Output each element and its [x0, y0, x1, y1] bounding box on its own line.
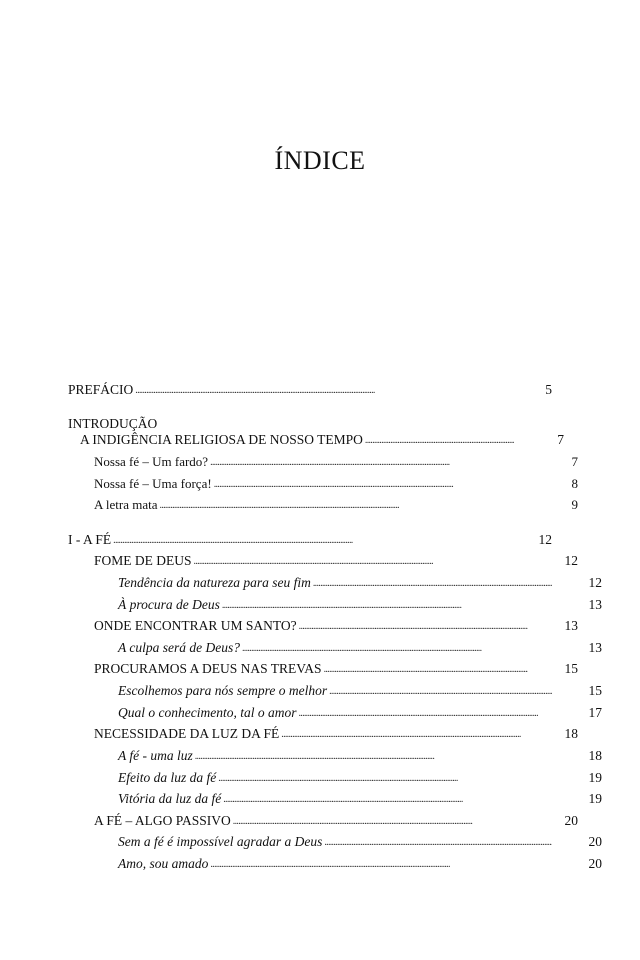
dot-leader — [160, 499, 528, 513]
toc-entry[interactable] — [68, 701, 602, 721]
toc-entry[interactable] — [68, 809, 578, 829]
toc-entry-chapter-1[interactable] — [68, 528, 552, 548]
toc-entry-page: 18 — [564, 726, 578, 741]
dot-leader — [210, 456, 528, 470]
toc-entry-label: NECESSIDADE DA LUZ DA FÉ — [94, 726, 280, 741]
dot-leader — [223, 793, 552, 807]
toc-entry-label: Escolhemos para nós sempre o melhor — [118, 683, 328, 698]
toc-entry[interactable] — [68, 852, 602, 872]
dot-leader — [218, 772, 552, 786]
toc-section-introducao: INTRODUÇÃO — [68, 416, 158, 431]
toc-entry-page: 12 — [538, 532, 552, 547]
toc-entry-page: 5 — [545, 382, 552, 397]
toc-entry[interactable] — [68, 657, 578, 677]
toc-entry-page: 8 — [571, 476, 578, 491]
toc-entry-page: 12 — [564, 553, 578, 568]
dot-leader — [365, 434, 514, 448]
dot-leader — [298, 707, 552, 721]
dot-leader — [214, 478, 528, 492]
page-title: ÍNDICE — [274, 146, 366, 175]
toc-entry[interactable] — [68, 428, 564, 448]
toc-entry-label: A letra mata — [94, 497, 158, 512]
toc-entry-label: FOME DE DEUS — [94, 553, 192, 568]
toc-entry-label: Efeito da luz da fé — [118, 770, 217, 785]
toc-entry-label: A fé - uma luz — [118, 748, 193, 763]
toc-entry-page: 7 — [571, 454, 578, 469]
toc-entry-page: 19 — [588, 791, 602, 806]
toc-entry-page: 9 — [571, 497, 578, 512]
toc-entry-label: A culpa será de Deus? — [118, 640, 240, 655]
dot-leader — [313, 577, 552, 591]
dot-leader — [324, 663, 528, 677]
dot-leader — [281, 728, 528, 742]
toc-entry-page: 20 — [564, 813, 578, 828]
toc-entry[interactable] — [68, 679, 602, 699]
toc-entry-page: 18 — [588, 748, 602, 763]
toc-entry-label: Qual o conhecimento, tal o amor — [118, 705, 297, 720]
dot-leader — [210, 858, 552, 872]
toc-entry-page: 13 — [588, 640, 602, 655]
toc-entry-label: Nossa fé – Um fardo? — [94, 454, 209, 469]
toc-entry[interactable] — [68, 472, 578, 492]
dot-leader — [195, 750, 552, 764]
dot-leader — [299, 620, 528, 634]
toc-entry-page: 13 — [588, 597, 602, 612]
dot-leader — [242, 642, 552, 656]
toc-entry-page: 15 — [564, 661, 578, 676]
toc-entry[interactable] — [68, 744, 602, 764]
toc-entry[interactable] — [68, 830, 602, 850]
toc-entry-label: A INDIGÊNCIA RELIGIOSA DE NOSSO TEMPO — [80, 432, 363, 447]
dot-leader — [329, 685, 552, 699]
toc-entry-page: 20 — [588, 834, 602, 849]
toc-entry-label: Nossa fé – Uma força! — [94, 476, 212, 491]
toc-entry[interactable] — [68, 614, 578, 634]
toc-entry-label: Tendência da natureza para seu fim — [118, 575, 311, 590]
toc-entry-page: 7 — [557, 432, 564, 447]
toc-entry-page: 17 — [588, 705, 602, 720]
dot-leader — [233, 815, 528, 829]
toc-entry-label: ONDE ENCONTRAR UM SANTO? — [94, 618, 297, 633]
toc-entry-page: 19 — [588, 770, 602, 785]
toc-entry-label: A FÉ – ALGO PASSIVO — [94, 813, 231, 828]
toc-entry-label: Amo, sou amado — [118, 856, 209, 871]
dot-leader — [222, 599, 552, 613]
dot-leader — [135, 384, 502, 398]
toc-entry-label: PROCURAMOS A DEUS NAS TREVAS — [94, 661, 322, 676]
dot-leader — [324, 836, 552, 850]
dot-leader — [113, 534, 502, 548]
toc-entry-label: I - A FÉ — [68, 532, 112, 547]
toc-entry[interactable] — [68, 493, 578, 513]
toc-entry[interactable] — [68, 450, 578, 470]
toc-entry[interactable] — [68, 571, 602, 591]
toc-entry-page: 13 — [564, 618, 578, 633]
toc-entry[interactable] — [68, 787, 602, 807]
toc-entry-label: À procura de Deus — [118, 597, 220, 612]
toc-entry[interactable] — [68, 549, 578, 569]
toc-entry[interactable] — [68, 722, 578, 742]
toc-entry-label: Vitória da luz da fé — [118, 791, 222, 806]
toc-entry[interactable] — [68, 593, 602, 613]
toc-entry-label: PREFÁCIO — [68, 382, 134, 397]
toc-entry-label: Sem a fé é impossível agradar a Deus — [118, 834, 323, 849]
toc-entry-prefacio[interactable] — [68, 378, 552, 398]
dot-leader — [194, 555, 528, 569]
toc-entry[interactable] — [68, 636, 602, 656]
toc-entry-page: 12 — [588, 575, 602, 590]
toc-entry[interactable] — [68, 766, 602, 786]
toc-entry-page: 20 — [588, 856, 602, 871]
toc-entry-page: 15 — [588, 683, 602, 698]
